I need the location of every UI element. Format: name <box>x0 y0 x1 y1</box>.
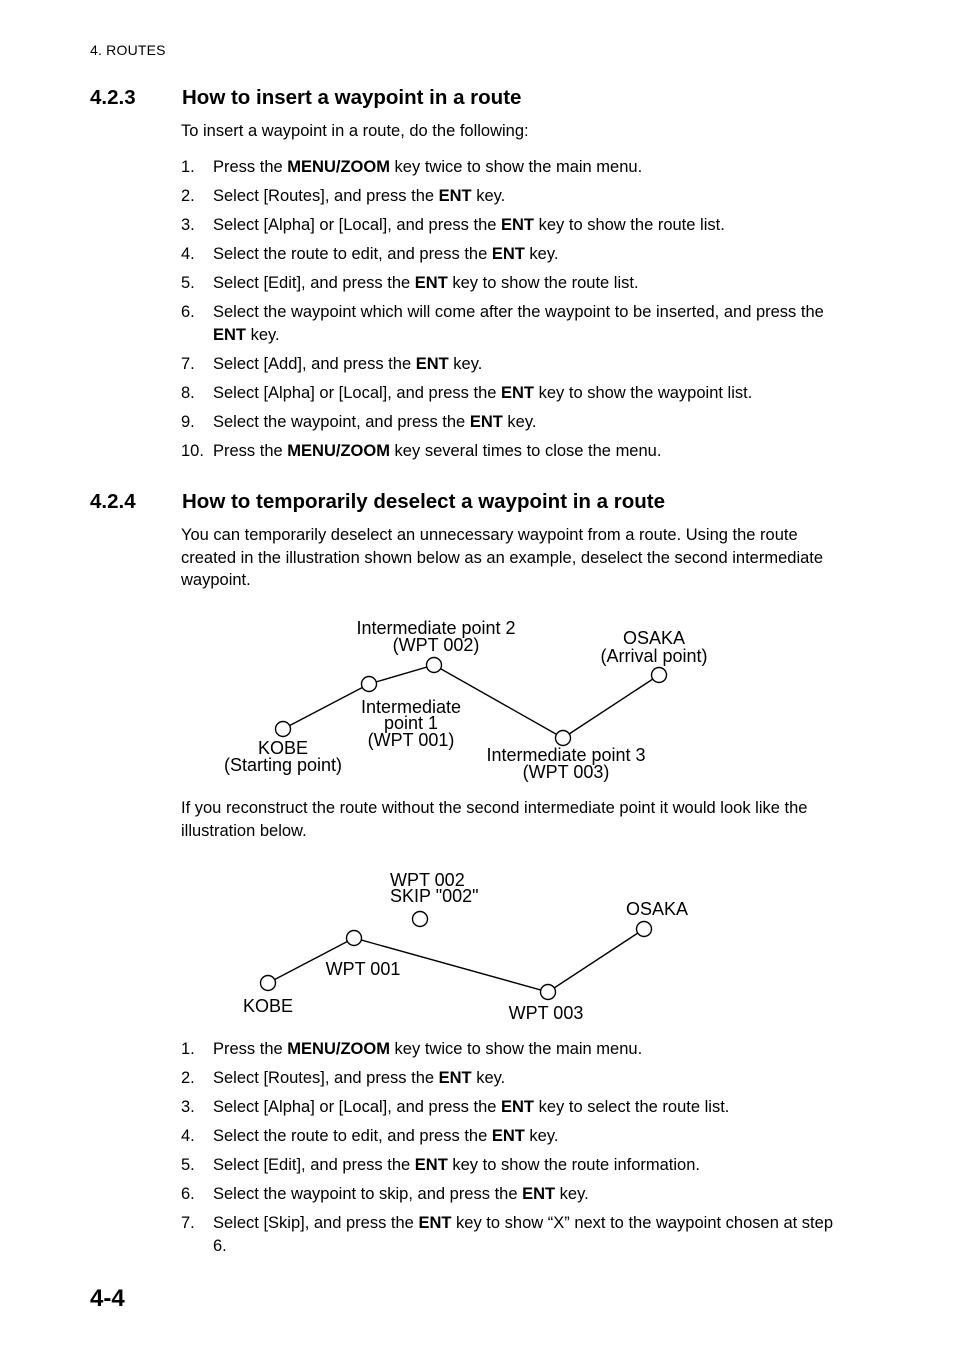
section-intro: You can temporarily deselect an unnecessary waypoint from a route. Using the route created in the illustration shown below as an example, deselect the second intermediate waypoint. <box>181 526 824 589</box>
step-number: 5. <box>181 1156 195 1174</box>
steps-list-insert-waypoint <box>181 156 841 469</box>
waypoint-osaka <box>637 922 652 937</box>
waypoint-003 <box>541 985 556 1000</box>
step-item <box>181 382 841 405</box>
step-text: key to show “X” next to the waypoint chosen at step 6. <box>213 1214 833 1255</box>
step-text: Press the <box>213 441 288 460</box>
key-name: ENT <box>501 1098 535 1116</box>
key-name: ENT <box>469 412 503 431</box>
label-ip1-wpt: (WPT 001) <box>367 730 455 750</box>
step-text: key to show the route list. <box>534 216 725 234</box>
label-ip3-wpt: (WPT 003) <box>522 762 610 782</box>
step-item <box>181 440 841 463</box>
step-number: 1. <box>181 158 195 176</box>
step-item <box>181 301 841 346</box>
step-text: Select the waypoint which will come after the waypoint to be inserted, and press the <box>213 303 824 321</box>
label-osaka: OSAKA <box>625 899 689 919</box>
key-name: MENU/ZOOM <box>287 1040 390 1058</box>
label-ip1-title: Intermediate <box>360 697 462 717</box>
key-name: ENT <box>438 1069 472 1087</box>
step-text: Select [Routes], and press the <box>213 1069 439 1087</box>
step-text: Press the <box>213 1040 288 1058</box>
step-text: Select [Alpha] or [Local], and press the <box>213 383 502 402</box>
step-text: key. <box>448 354 483 373</box>
step-item <box>181 1096 841 1119</box>
step-number: 3. <box>181 1098 195 1116</box>
step-number: 6. <box>181 1185 195 1203</box>
step-text: key to show the route information. <box>447 1156 700 1174</box>
label-skip-002: SKIP "002" <box>390 886 479 906</box>
step-text: Select the route to edit, and press the <box>213 1127 492 1145</box>
step-text: Select [Add], and press the <box>213 354 416 373</box>
key-name: ENT <box>414 274 448 292</box>
route-line <box>283 665 659 738</box>
step-number: 5. <box>181 274 195 292</box>
step-item <box>181 1038 841 1061</box>
step-text: Select the route to edit, and press the <box>213 245 492 263</box>
step-text: key. <box>555 1185 589 1203</box>
step-number: 2. <box>181 1069 195 1087</box>
step-text: Select [Skip], and press the <box>213 1214 419 1232</box>
key-name: ENT <box>491 245 525 263</box>
step-item <box>181 214 841 237</box>
key-name: MENU/ZOOM <box>287 158 390 176</box>
waypoint-001 <box>347 931 362 946</box>
step-text: key to select the route list. <box>534 1098 730 1116</box>
label-kobe-sub: (Starting point) <box>223 755 343 775</box>
step-item <box>181 1154 841 1177</box>
label-wpt003: WPT 003 <box>508 1003 584 1023</box>
step-text: Select [Edit], and press the <box>213 1156 415 1174</box>
label-osaka: OSAKA <box>622 628 686 648</box>
waypoint-002-skipped <box>413 912 428 927</box>
step-text: Select the waypoint to skip, and press the <box>213 1185 523 1203</box>
step-number: 3. <box>181 216 195 234</box>
step-text: Select [Alpha] or [Local], and press the <box>213 1098 502 1116</box>
waypoint-003 <box>556 731 571 746</box>
step-text: key. <box>524 245 559 263</box>
step-item <box>181 1183 841 1206</box>
step-text: key twice to show the main menu. <box>389 1040 643 1058</box>
label-ip2-wpt: (WPT 002) <box>392 635 480 655</box>
step-number: 7. <box>181 354 195 373</box>
step-number: 10. <box>181 441 204 460</box>
step-number: 9. <box>181 412 195 431</box>
step-item <box>181 411 841 434</box>
waypoint-001 <box>362 677 377 692</box>
waypoint-kobe <box>261 976 276 991</box>
waypoint-kobe <box>276 722 291 737</box>
label-ip2-title: Intermediate point 2 <box>356 618 516 638</box>
step-number: 8. <box>181 383 195 402</box>
label-ip1-sub: point 1 <box>383 713 439 733</box>
step-number: 4. <box>181 245 195 263</box>
step-text: key. <box>502 412 537 431</box>
label-kobe: KOBE <box>242 996 294 1016</box>
step-text: Press the <box>213 158 288 176</box>
key-name: ENT <box>501 383 535 402</box>
step-text: Select [Alpha] or [Local], and press the <box>213 216 502 234</box>
section-title: How to insert a waypoint in a route <box>182 86 522 109</box>
section-title: How to temporarily deselect a waypoint in a route <box>182 490 665 513</box>
step-text: key. <box>471 1069 506 1087</box>
step-text: key twice to show the main menu. <box>389 158 643 176</box>
label-wpt002: WPT 002 <box>390 870 465 890</box>
label-osaka-sub: (Arrival point) <box>600 646 708 666</box>
step-item <box>181 1067 841 1090</box>
step-text: key several times to close the menu. <box>389 441 662 460</box>
between-figures-text: If you reconstruct the route without the second intermediate point it would look like the illustration below. <box>181 799 808 840</box>
step-number: 4. <box>181 1127 195 1145</box>
label-kobe: KOBE <box>257 738 309 758</box>
step-text: key to show the route list. <box>447 274 639 292</box>
step-text: key. <box>471 187 506 205</box>
steps-list-deselect-waypoint <box>181 1038 841 1264</box>
route-line <box>268 929 644 992</box>
waypoint-002 <box>427 658 442 673</box>
key-name: ENT <box>491 1127 525 1145</box>
key-name: ENT <box>415 354 449 373</box>
key-name: ENT <box>418 1214 452 1232</box>
step-number: 2. <box>181 187 195 205</box>
step-item <box>181 243 841 266</box>
step-text: key. <box>246 325 280 344</box>
step-number: 1. <box>181 1040 195 1058</box>
label-ip3-title: Intermediate point 3 <box>486 745 646 765</box>
key-name: ENT <box>414 1156 448 1174</box>
step-item <box>181 185 841 208</box>
key-name: ENT <box>522 1185 556 1203</box>
step-item <box>181 353 841 376</box>
section-number: 4.2.4 <box>90 490 136 513</box>
key-name: ENT <box>438 187 472 205</box>
step-text: Select the waypoint, and press the <box>213 412 470 431</box>
step-number: 6. <box>181 303 195 321</box>
step-text: key. <box>524 1127 559 1145</box>
step-item <box>181 272 841 295</box>
section-intro: To insert a waypoint in a route, do the following: <box>181 122 529 140</box>
step-item <box>181 156 841 179</box>
step-text: Select [Edit], and press the <box>213 274 415 292</box>
label-wpt001: WPT 001 <box>325 959 401 979</box>
step-text: Select [Routes], and press the <box>213 187 439 205</box>
key-name: ENT <box>213 325 246 344</box>
step-number: 7. <box>181 1214 195 1232</box>
step-text: key to show the waypoint list. <box>534 383 753 402</box>
key-name: MENU/ZOOM <box>287 441 390 460</box>
running-header: 4. ROUTES <box>90 42 166 58</box>
step-item <box>181 1125 841 1148</box>
waypoint-osaka <box>652 668 667 683</box>
key-name: ENT <box>501 216 535 234</box>
page-number: 4-4 <box>90 1285 125 1312</box>
route-diagram-skipped <box>0 862 954 1032</box>
section-number: 4.2.3 <box>90 86 136 109</box>
step-item <box>181 1212 841 1257</box>
route-diagram-original <box>0 600 954 795</box>
